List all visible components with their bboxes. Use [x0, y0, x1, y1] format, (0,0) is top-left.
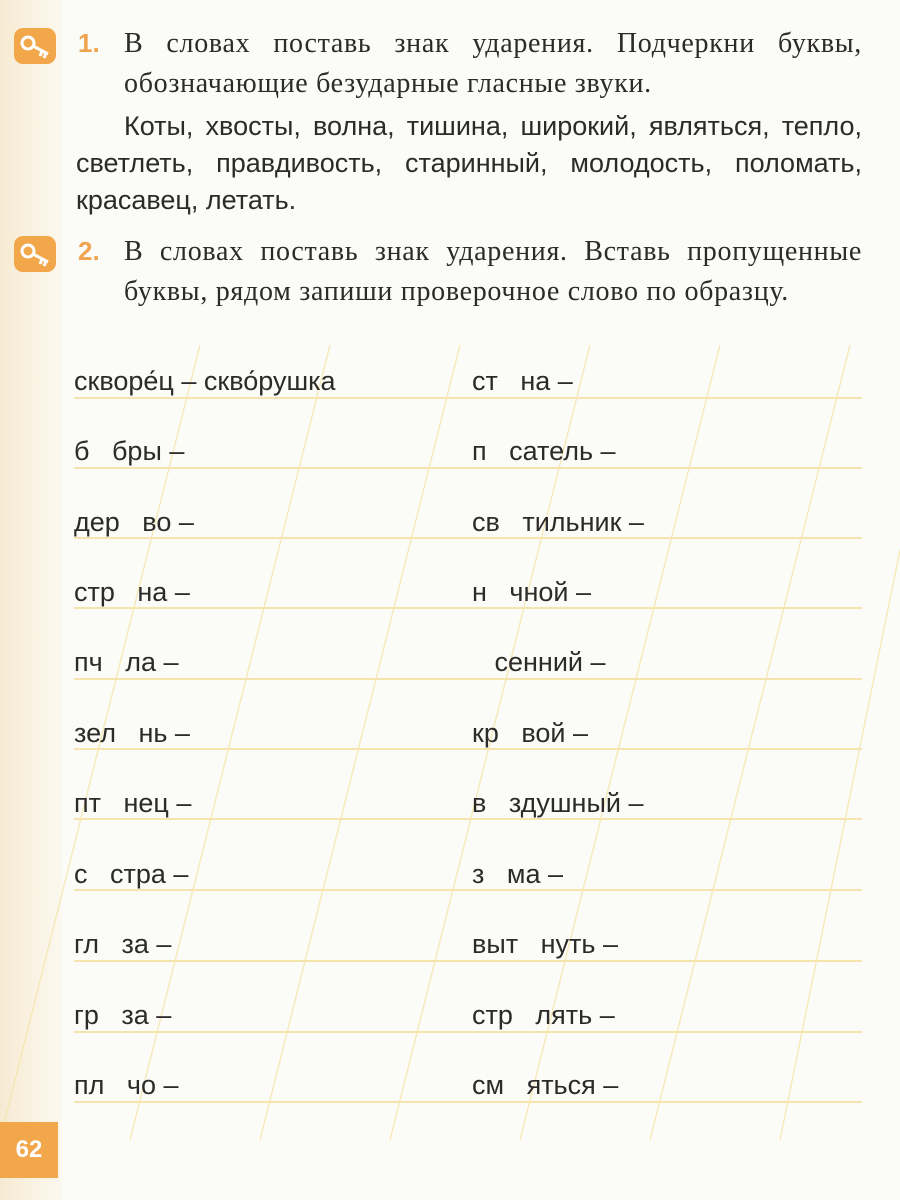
- task1-instruction: В словах поставь знак ударения. Подчеркни буквы, обозначающие безударные гласные звуки.: [124, 28, 862, 99]
- task2-left-item: б бры –: [74, 436, 185, 466]
- task1-word-list: Коты, хвосты, волна, тишина, широкий, являться, тепло, светлеть, правдивость, старинный, молодость, поломать, красавец, летать.: [76, 111, 862, 215]
- task2-left-item: стр на –: [74, 577, 190, 607]
- task2-right-item: з ма –: [472, 859, 563, 889]
- task2-left-item: пт нец –: [74, 788, 192, 818]
- task2-right-item: п сатель –: [472, 436, 616, 466]
- task2-right-item: кр вой –: [472, 718, 588, 748]
- task2-right-item: св тильник –: [472, 507, 644, 537]
- task2-left-item: гр за –: [74, 1000, 172, 1030]
- task2-right-item: сенний –: [472, 647, 606, 677]
- task2-right-item: стр лять –: [472, 1000, 615, 1030]
- task2-number: 2.: [78, 236, 100, 266]
- task2-left-item: с стра –: [74, 859, 189, 889]
- task2-right-item: см яться –: [472, 1070, 619, 1100]
- task2-left-item: зел нь –: [74, 718, 190, 748]
- task2-left-item: дер во –: [74, 507, 194, 537]
- page-number: 62: [0, 1122, 58, 1178]
- task2-right-item: ст на –: [472, 366, 573, 396]
- task2-right-item: в здушный –: [472, 788, 644, 818]
- task2-left-item: скворе́ц – скво́рушка: [74, 366, 336, 396]
- task2-right-item: выт нуть –: [472, 929, 618, 959]
- task2-right-item: н чной –: [472, 577, 592, 607]
- task2-left-item: пл чо –: [74, 1070, 179, 1100]
- task2-instruction: В словах поставь знак ударения. Вставь пропущенные буквы, рядом запиши проверочное слово по образцу.: [124, 236, 862, 307]
- task1-number: 1.: [78, 28, 100, 58]
- task2-left-item: гл за –: [74, 929, 172, 959]
- task2-left-item: пч ла –: [74, 647, 179, 677]
